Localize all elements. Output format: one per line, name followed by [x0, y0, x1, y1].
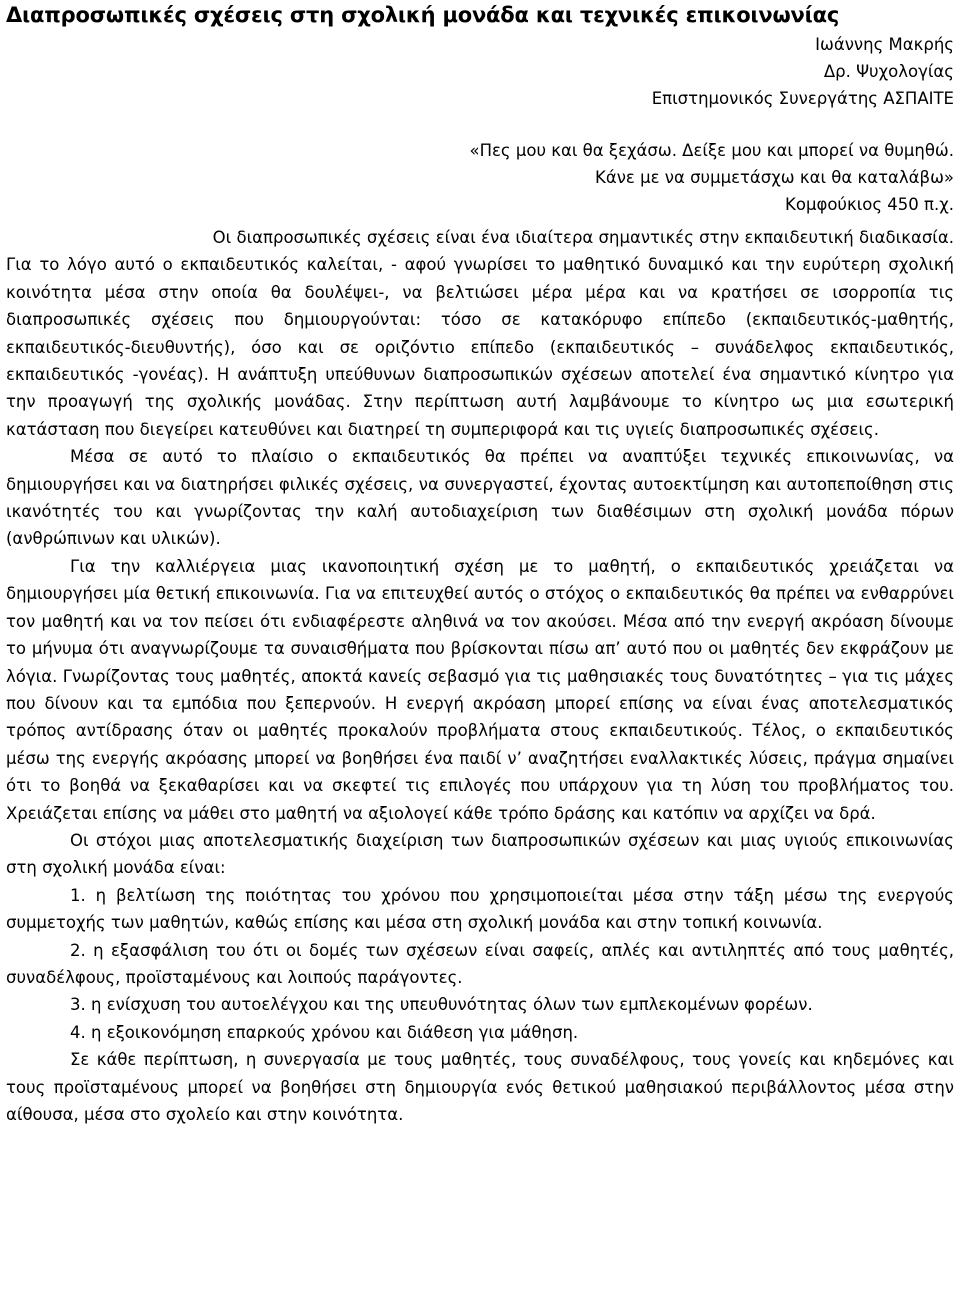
document-title: Διαπροσωπικές σχέσεις στη σχολική μονάδα και τεχνικές επικοινωνίας: [6, 3, 840, 27]
author-block: [6, 31, 954, 112]
body-paragraph-5: Σε κάθε περίπτωση, η συνεργασία με τους μαθητές, τους συναδέλφους, τους γονείς και κηδεμόνες και τους προϊσταμένους μπορεί να βοηθήσει στη δημιουργία ενός θετικού μαθησιακού περιβάλλοντος μέσα στην αίθουσα, μέσα στο σχολείο και στην κοινότητα.: [6, 1050, 954, 1124]
body-paragraph-2: Μέσα σε αυτό το πλαίσιο ο εκπαιδευτικός θα πρέπει να αναπτύξει τεχνικές επικοινωνίας, να δημιουργήσει και να διατηρήσει φιλικές σχέσεις, να συνεργαστεί, έχοντας αυτοεκτίμηση και αυτοπεποίθηση στις ικανότητές του και γνωρίζοντας την καλή αυτοδιαχείριση των διαθέσιμων στη σχολική μονάδα πόρων (ανθρώπινων και υλικών).: [6, 447, 954, 549]
quote-source: Κομφούκιος 450 π.χ.: [785, 195, 954, 214]
document-body: [6, 224, 954, 1128]
goal-list-item-3: 3. η ενίσχυση του αυτοελέγχου και της υπευθυνότητας όλων των εμπλεκομένων φορέων.: [70, 995, 813, 1015]
body-paragraph-1: Για το λόγο αυτό ο εκπαιδευτικός καλείται, - αφού γνωρίσει το μαθητικό δυναμικό και την ευρύτερη σχολική κοινότητα μέσα στην οποία θα δουλέψει-, να βελτιώσει μέρα μέρα και να κρατήσει σε ισορροπία τις διαπροσωπικές σχέσεις που δημιουργούνται: τόσο σε κατακόρυφο επίπεδο (εκπαιδευτικός-μαθητής, εκπαιδευτικός-διευθυντής), όσο και σε οριζόντιο επίπεδο (εκπαιδευτικός – συνάδελφος εκπαιδευτικός, εκπαιδευτικός -γονέας). Η ανάπτυξη υπεύθυνων διαπροσωπικών σχέσεων αποτελεί ένα σημαντικό κίνητρο για την προαγωγή της σχολικής μονάδας. Στην περίπτωση αυτή λαμβάνουμε το κίνητρο ως μια εσωτερική κατάσταση που διεγείρει κατευθύνει και διατηρεί τη συμπεριφορά και τις υγιείς διαπροσωπικές σχέσεις.: [6, 255, 954, 439]
quote-line-1: «Πες μου και θα ξεχάσω. Δείξε μου και μπορεί να θυμηθώ.: [469, 141, 954, 160]
body-paragraph-4: Οι στόχοι μιας αποτελεσματικής διαχείριση των διαπροσωπικών σχέσεων και μιας υγιούς επικοινωνίας στη σχολική μονάδα είναι:: [6, 830, 954, 878]
goal-list-item-4: 4. η εξοικονόμηση επαρκούς χρόνου και διάθεση για μάθηση.: [70, 1022, 579, 1042]
quote-line-2: Κάνε με να συμμετάσχω και θα καταλάβω»: [595, 168, 954, 187]
body-paragraph-3: Για την καλλιέργεια μιας ικανοποιητική σχέση με το μαθητή, ο εκπαιδευτικός χρειάζεται να δημιουργήσει μία θετική επικοινωνία. Για να επιτευχθεί αυτός ο στόχος ο εκπαιδευτικός θα πρέπει να ενθαρρύνει τον μαθητή και να τον πείσει ότι ενδιαφέρεστε αληθινά να τον ακούσει. Μέσα από την ενεργή ακρόαση δίνουμε το μήνυμα ότι αναγνωρίζουμε τα συναισθήματα που βρίσκονται πίσω απ’ αυτό που οι μαθητές δεν εκφράζουν με λόγια. Γνωρίζοντας τους μαθητές, αποκτά κανείς σεβασμό για τις μαθησιακές τους δυνατότητες – για τις μάχες που δίνουν και τα εμπόδια που ξεπερνούν. Η ενεργή ακρόαση μπορεί επίσης να είναι ένας αποτελεσματικός τρόπος αντίδρασης όταν οι μαθητές προκαλούν προβλήματα στους εκπαιδευτικούς. Τέλος, ο εκπαιδευτικός μέσω της ενεργής ακρόασης μπορεί να βοηθήσει ένα παιδί ν’ αναζητήσει εναλλακτικές λύσεις, πράγμα σημαίνει ότι το βοηθά να ξεκαθαρίσει και να σκεφτεί τις επιλογές που υπάρχουν για τη λύση του προβλήματος του. Χρειάζεται επίσης να μάθει στο μαθητή να αξιολογεί κάθε τρόπο δράσης και κατόπιν να αρχίζει να δρά.: [6, 556, 954, 823]
author-degree: Δρ. Ψυχολογίας: [823, 62, 954, 81]
epigraph-quote: [6, 137, 954, 218]
goal-list-item-2: 2. η εξασφάλιση του ότι οι δομές των σχέσεων είναι σαφείς, απλές και αντιληπτές από τους μαθητές, συναδέλφους, προϊσταμένους και λοιπούς παράγοντες.: [6, 940, 954, 987]
goal-list-item-1: 1. η βελτίωση της ποιότητας του χρόνου που χρησιμοποιείται μέσα στην τάξη μέσω της ενεργούς συμμετοχής των μαθητών, καθώς επίσης και μέσα στη σχολική μονάδα και στην τοπική κοινωνία.: [6, 885, 954, 933]
author-name: Ιωάννης Μακρής: [815, 35, 954, 54]
author-affiliation: Επιστημονικός Συνεργάτης ΑΣΠΑΙΤΕ: [651, 89, 954, 108]
body-paragraph-0: Οι διαπροσωπικές σχέσεις είναι ένα ιδιαίτερα σημαντικές στην εκπαιδευτική διαδικασία.: [212, 228, 954, 247]
